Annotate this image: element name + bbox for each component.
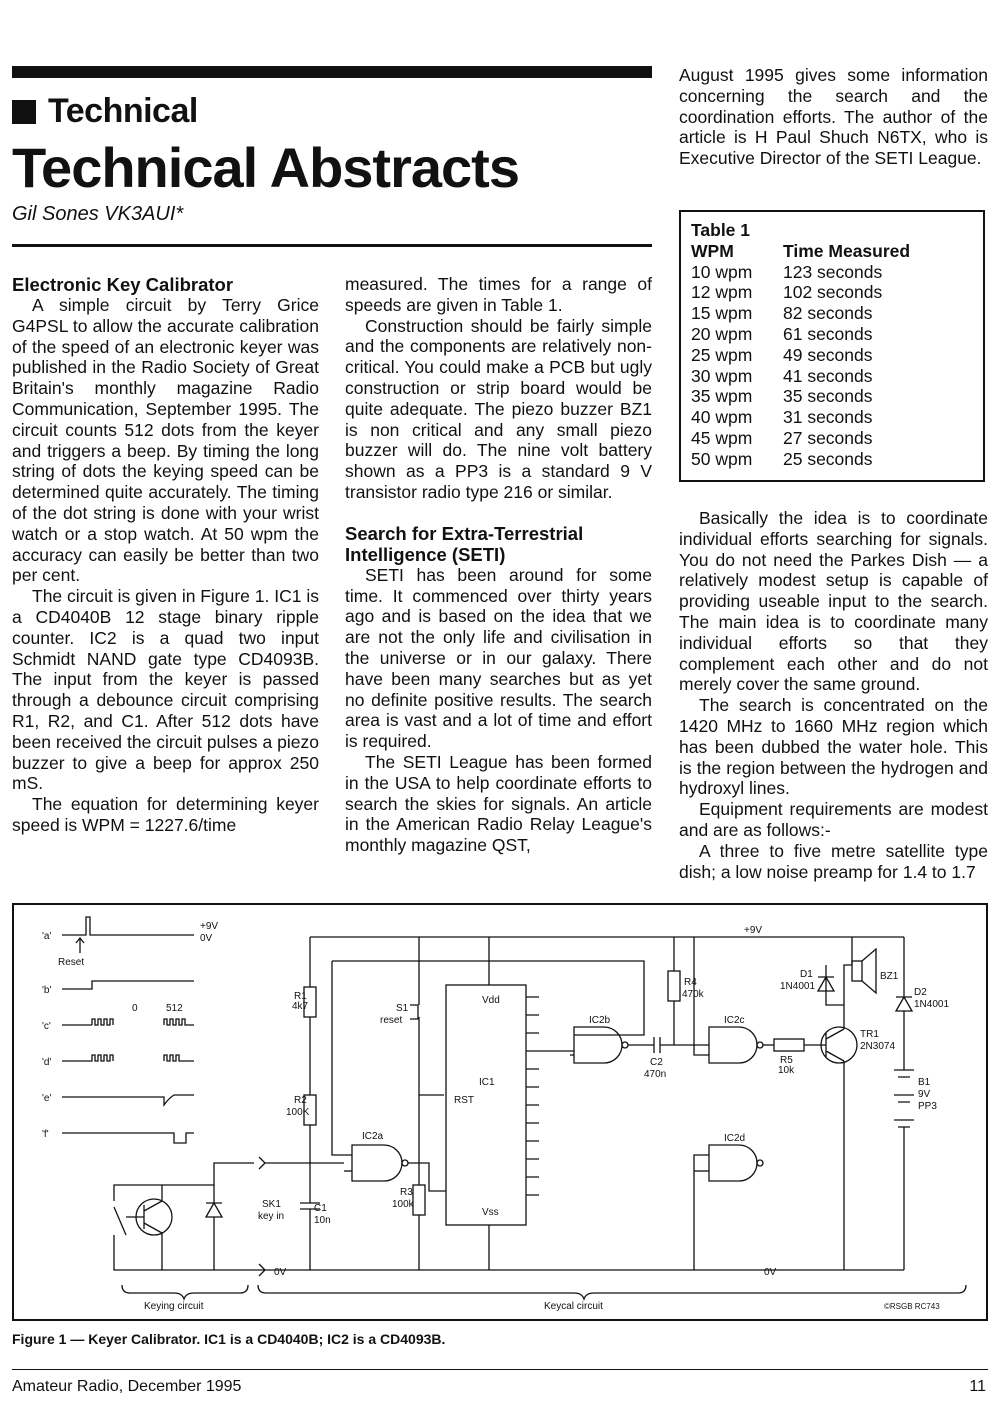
component-label: R5 <box>780 1055 793 1066</box>
table-title: Table 1 <box>691 220 751 240</box>
table-row <box>691 366 973 387</box>
title-underline <box>12 244 652 247</box>
footer-rule <box>12 1369 988 1370</box>
schematic-diagram <box>14 905 986 1319</box>
table-cell: 12 wpm <box>691 282 753 303</box>
section-label-text: Technical <box>48 92 198 130</box>
table-row <box>691 386 973 407</box>
table-row <box>691 449 973 470</box>
component-label: S1 <box>396 1003 409 1014</box>
table-row <box>691 262 973 283</box>
component-label: R2 <box>294 1095 307 1106</box>
wave-label-e: 'e' <box>42 1093 52 1104</box>
paragraph: The search is concentrated on the 1420 MHz to 1660 MHz region which has been dubbed the water hole. This is the region between the hydrogen and hydroxyl lines. <box>679 695 988 799</box>
count-label: 0 <box>132 1003 138 1014</box>
author-byline: Gil Sones VK3AUI* <box>12 203 184 225</box>
component-label: 10k <box>778 1065 795 1076</box>
component-label: IC2d <box>724 1133 746 1144</box>
component-label: R4 <box>684 977 697 988</box>
component-label: R3 <box>400 1187 413 1198</box>
component-label: C1 <box>314 1203 327 1214</box>
pin-label: RST <box>454 1095 474 1106</box>
component-label: 100K <box>286 1107 310 1118</box>
keying-circuit-label: Keying circuit <box>144 1301 204 1312</box>
table-cell: 45 wpm <box>691 427 753 448</box>
table-cell: 49 seconds <box>783 344 873 365</box>
component-label: IC2b <box>589 1015 611 1026</box>
rail-label: +9V <box>744 925 763 936</box>
table-row <box>691 303 973 324</box>
paragraph: A simple circuit by Terry Grice G4PSL to allow the accurate calibration of the speed of an electronic keyer was published in the Radio Society of Great Britain's monthly magazine Radio Communication, September 1995. The circuit counts 512 dots from the keyer and triggers a beep. By timing the long string of dots the keying speed can be determined quite accurately. The timing of the dot string is done with your wrist watch or a stop watch. At 50 wpm the accuracy can easily be better than two per cent. <box>12 295 319 586</box>
table-cell: 82 seconds <box>783 303 873 324</box>
component-label: 470k <box>682 989 704 1000</box>
paragraph: Equipment requirements are modest and are as follows:- <box>679 799 988 840</box>
component-label: SK1 <box>262 1199 281 1210</box>
footer-publication: Amateur Radio, December 1995 <box>12 1378 242 1395</box>
column-3-bottom <box>679 508 988 882</box>
pin-label: Vss <box>482 1207 499 1218</box>
count-label: 512 <box>166 1003 183 1014</box>
table-row <box>691 428 973 449</box>
table-header: Time Measured <box>783 240 911 261</box>
wave-label-c: 'c' <box>42 1021 51 1032</box>
component-label: IC2c <box>724 1015 745 1026</box>
title-rule <box>12 66 652 78</box>
wave-label-b: 'b' <box>42 985 52 996</box>
component-label: 470n <box>644 1069 667 1080</box>
table-row <box>691 407 973 428</box>
table-cell: 61 seconds <box>783 323 873 344</box>
paragraph: The equation for determining keyer speed is WPM = 1227.6/time <box>12 794 319 835</box>
paragraph: August 1995 gives some information concerning the search and the coordination efforts. The author of the article is H Paul Shuch N6TX, who is Executive Director of the SETI League. <box>679 65 988 169</box>
component-label: key in <box>258 1211 285 1222</box>
table-cell: 25 wpm <box>691 344 753 365</box>
component-label: IC1 <box>479 1077 495 1088</box>
column-1 <box>12 274 319 836</box>
table-cell: 15 wpm <box>691 303 753 324</box>
heading-key-calibrator: Electronic Key Calibrator <box>12 274 234 295</box>
component-label: 1N4001 <box>914 999 950 1010</box>
column-2 <box>345 274 652 856</box>
component-label: 9V <box>918 1089 931 1100</box>
pin-label: Vdd <box>482 995 500 1006</box>
column-3-top <box>679 65 988 169</box>
wave-label-a: 'a' <box>42 931 52 942</box>
table-cell: 30 wpm <box>691 365 753 386</box>
table-row <box>691 345 973 366</box>
table-cell: 35 seconds <box>783 386 873 407</box>
keycal-circuit-label: Keycal circuit <box>544 1301 603 1312</box>
table-cell: 123 seconds <box>783 261 883 282</box>
paragraph: Basically the idea is to coordinate individual efforts searching for signals. You do not need the Parkes Dish — a relatively modest setup is capable of providing useable input to the search. The main idea is to coordinate many individual efforts so that they complement each other and do not merely cover the same ground. <box>679 508 988 695</box>
component-label: 100k <box>392 1199 414 1210</box>
table-cell: 102 seconds <box>783 282 883 303</box>
paragraph: SETI has been around for some time. It commenced over thirty years ago and is based on the idea that we are not the only life and civilisation in the universe or in our galaxy. There have been many searches but as yet no definite positive results. The search area is vast and a lot of time and effort is required. <box>345 564 652 752</box>
wave-label-f: 'f' <box>42 1129 49 1140</box>
table-cell: 41 seconds <box>783 365 873 386</box>
heading-seti: Search for Extra-Terrestrial Intelligence (SETI) <box>345 522 584 565</box>
figure-caption: Figure 1 — Keyer Calibrator. IC1 is a CD4040B; IC2 is a CD4093B. <box>12 1331 446 1347</box>
component-label: 2N3074 <box>860 1041 896 1052</box>
copyright-label: ©RSGB RC743 <box>884 1302 940 1311</box>
component-label: TR1 <box>860 1029 879 1040</box>
table-header-row <box>691 241 973 262</box>
component-label: D1 <box>800 969 813 980</box>
rail-label: +9V <box>200 921 219 932</box>
table-1 <box>679 210 985 482</box>
rail-label: 0V <box>200 933 213 944</box>
paragraph: A three to five metre satellite type dish; a low noise preamp for 1.4 to 1.7 <box>679 840 988 882</box>
component-label: PP3 <box>918 1101 937 1112</box>
component-label: reset <box>380 1015 403 1026</box>
component-label: D2 <box>914 987 927 998</box>
table-header: WPM <box>691 240 734 261</box>
component-label: R1 <box>294 991 307 1002</box>
table-cell: 27 seconds <box>783 427 873 448</box>
table-row <box>691 282 973 303</box>
component-label: IC2a <box>362 1131 384 1142</box>
page-title: Technical Abstracts <box>12 136 519 199</box>
section-label <box>12 92 198 131</box>
paragraph: measured. The times for a range of speeds are given in Table 1. <box>345 274 652 315</box>
table-cell: 10 wpm <box>691 261 753 282</box>
table-body <box>691 262 973 470</box>
wave-label-d: 'd' <box>42 1057 52 1068</box>
table-cell: 20 wpm <box>691 323 753 344</box>
paragraph: The SETI League has been formed in the USA to help coordinate efforts to search the skies for signals. An article in the American Radio Relay League's monthly magazine QST, <box>345 751 652 856</box>
table-cell: 31 seconds <box>783 407 873 428</box>
component-label: C2 <box>650 1057 663 1068</box>
table-cell: 25 seconds <box>783 448 873 469</box>
table-cell: 35 wpm <box>691 386 753 407</box>
table-cell: 50 wpm <box>691 448 753 469</box>
reset-label: Reset <box>58 957 85 968</box>
figure-1-schematic <box>12 903 988 1321</box>
component-label: 4k7 <box>292 1001 309 1012</box>
section-square-icon <box>12 100 36 124</box>
component-label: 10n <box>314 1215 331 1226</box>
component-label: 1N4001 <box>780 981 816 992</box>
table-row <box>691 324 973 345</box>
paragraph: The circuit is given in Figure 1. IC1 is a CD4040B 12 stage binary ripple counter. IC2 is a quad two input Schmidt NAND gate type CD4093B. The input from the keyer is passed through a debounce circuit comprising R1, R2, and C1. After 512 dots have been received the circuit pulses a piezo buzzer to give a beep for approx 250 mS. <box>12 586 319 794</box>
paragraph: Construction should be fairly simple and the components are relatively non-critical. You could make a PCB but ugly construction or strip board would be quite adequate. The piezo buzzer BZ1 is non critical and any small piezo buzzer will do. The nine volt battery shown as a PP3 is a standard 9 V transistor radio type 216 or similar. <box>345 315 652 502</box>
page-number: 11 <box>969 1378 986 1395</box>
component-label: B1 <box>918 1077 931 1088</box>
rail-label: 0V <box>274 1267 287 1278</box>
component-label: BZ1 <box>880 971 899 982</box>
rail-label: 0V <box>764 1267 777 1278</box>
table-cell: 40 wpm <box>691 407 753 428</box>
